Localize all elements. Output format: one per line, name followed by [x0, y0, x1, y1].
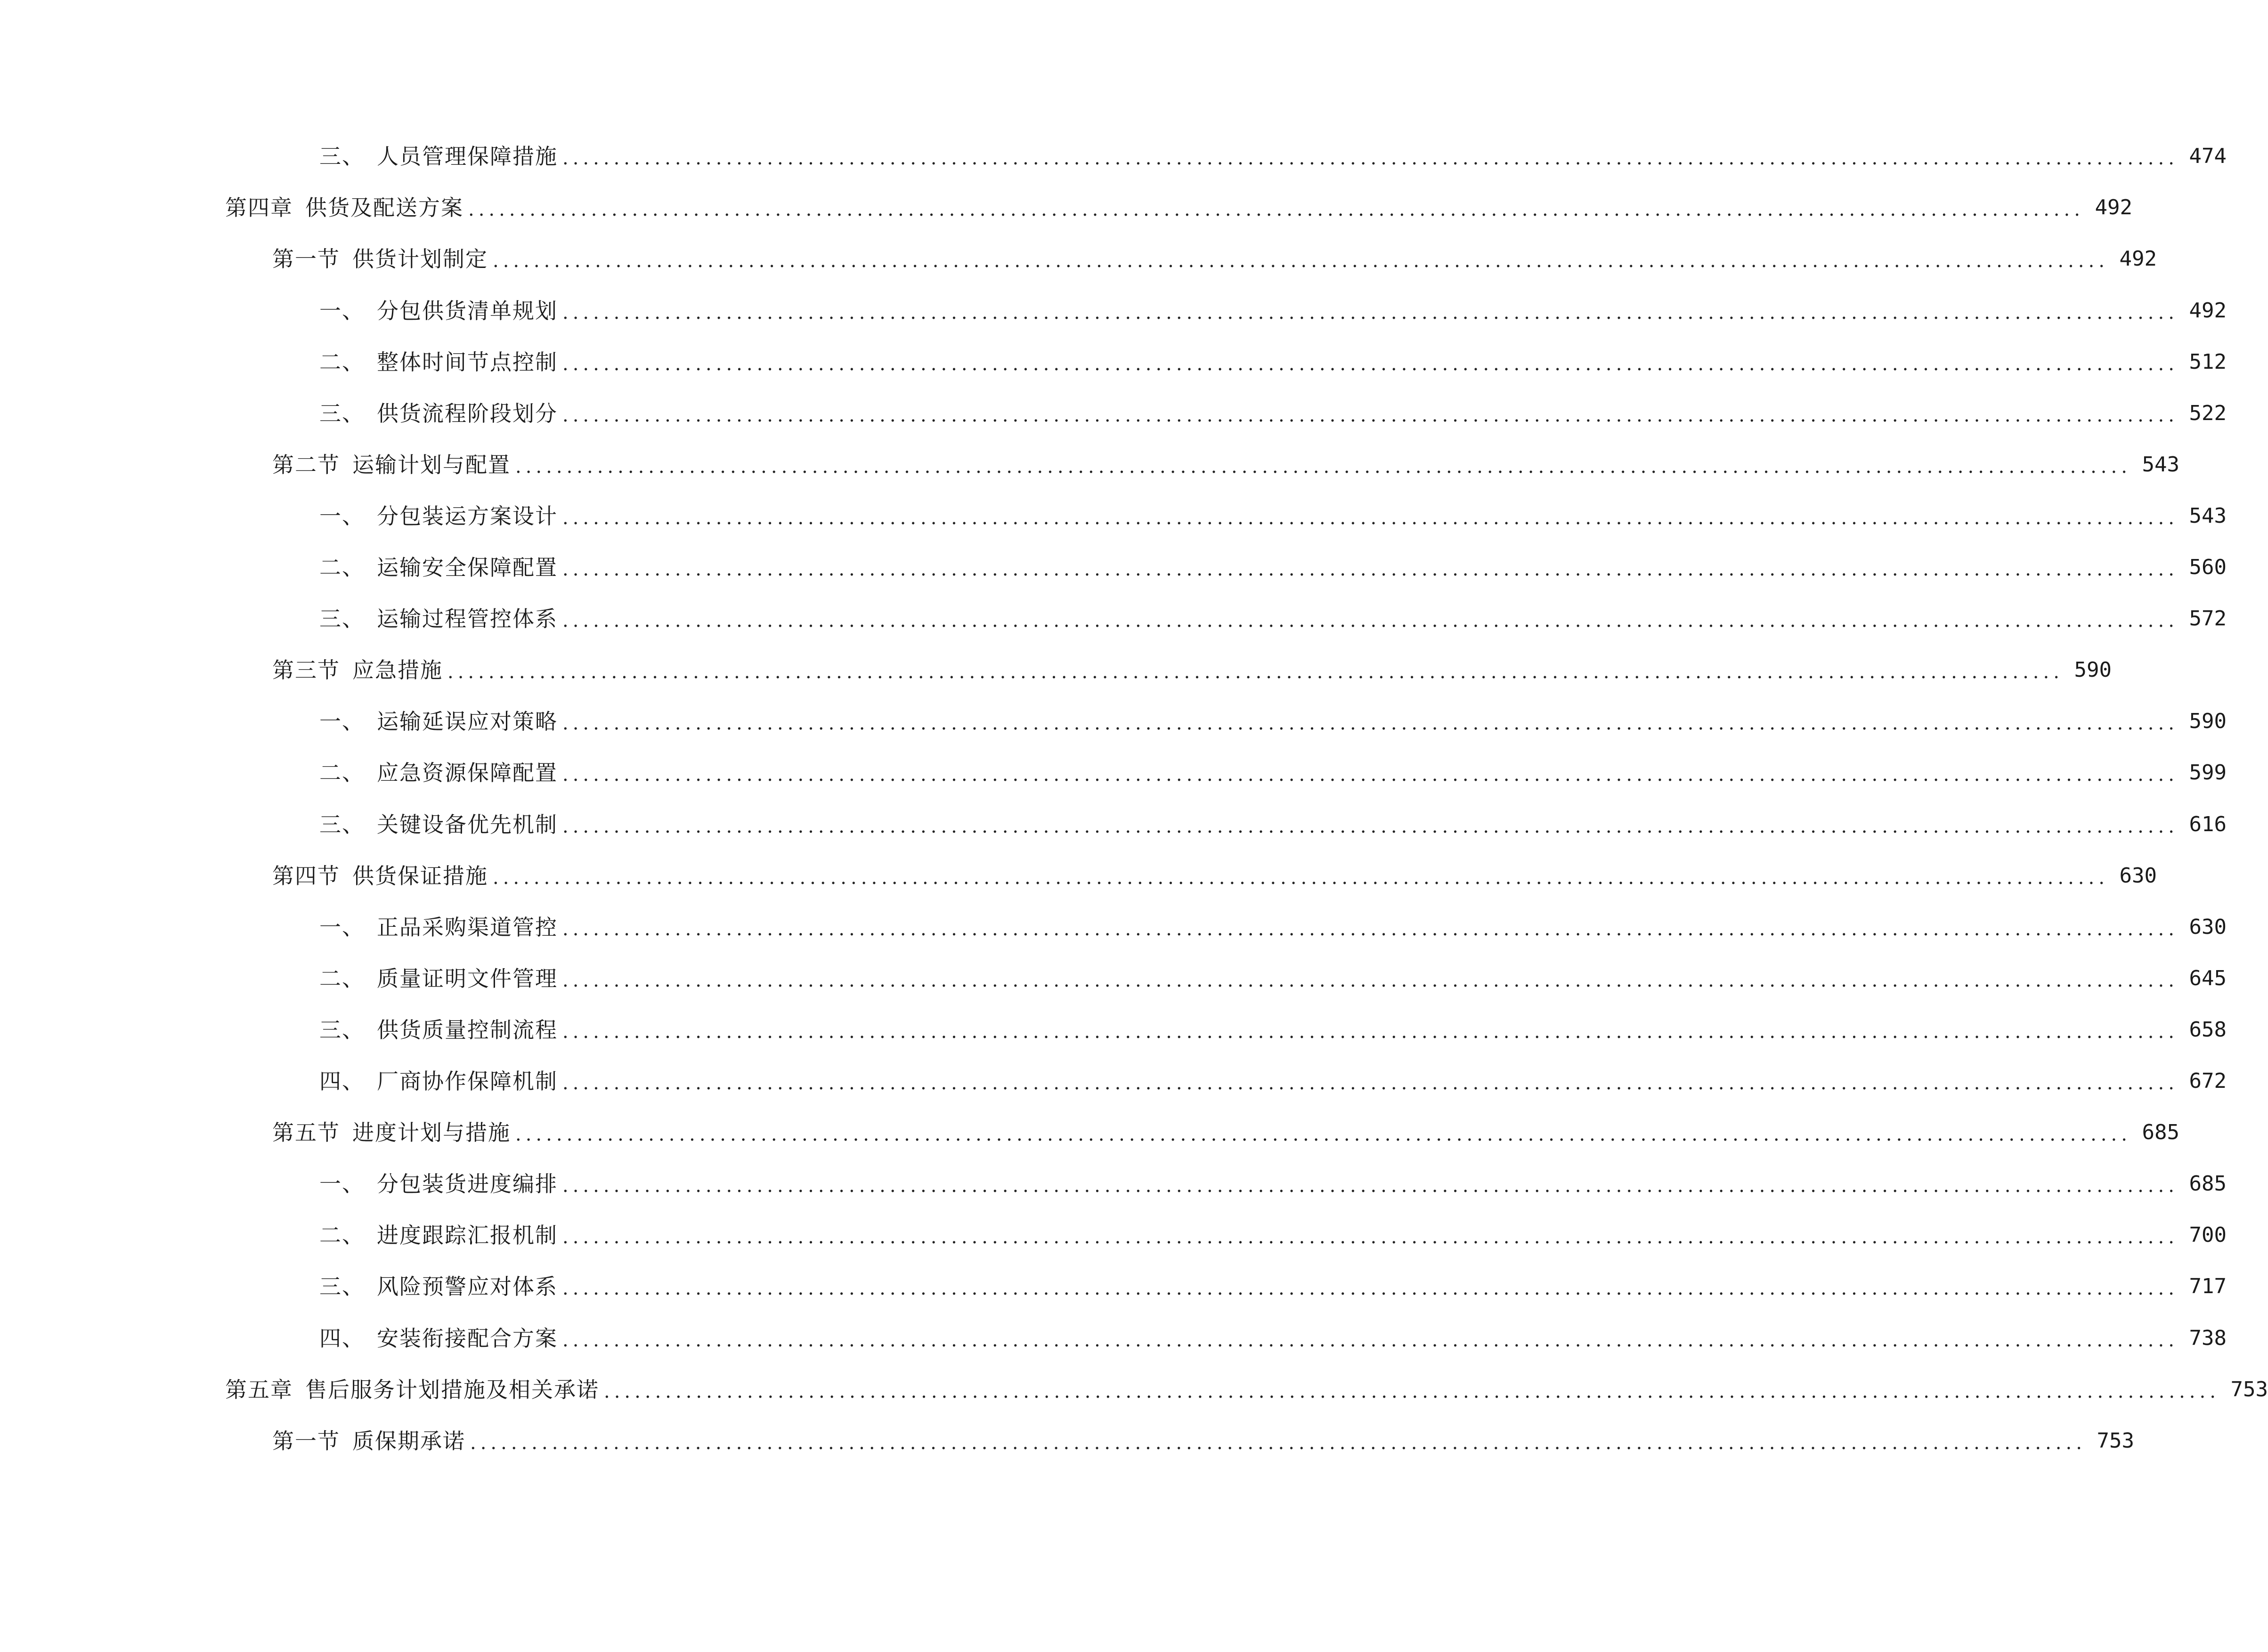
toc-dot-leader: .............................................................................................................................................................. [562, 1072, 2179, 1094]
toc-entry-number: 第五章 [225, 1377, 293, 1402]
toc-entry-title: 应急措施 [352, 657, 443, 683]
toc-dot-leader: .............................................................................................................................................................. [515, 1124, 2131, 1145]
toc-entry[interactable] [0, 497, 2227, 535]
toc-page-number: 645 [2189, 966, 2227, 990]
toc-page-number: 522 [2189, 401, 2227, 425]
toc-entry[interactable] [0, 343, 2227, 381]
toc-entry[interactable] [0, 1165, 2227, 1203]
toc-dot-leader: .............................................................................................................................................................. [468, 199, 2084, 220]
toc-entry[interactable] [0, 1114, 2179, 1151]
toc-page-number: 590 [2074, 658, 2112, 682]
toc-entry[interactable] [0, 857, 2157, 895]
toc-page-number: 630 [2119, 864, 2157, 888]
toc-entry-number: 三、 [319, 1017, 365, 1043]
toc-page-number: 753 [2097, 1429, 2134, 1453]
toc-entry-number: 第四章 [225, 195, 293, 220]
toc-page-number: 630 [2189, 915, 2227, 939]
toc-entry-number: 一、 [319, 298, 365, 324]
toc-entry[interactable] [0, 1422, 2134, 1460]
toc-entry[interactable] [0, 395, 2227, 432]
toc-page-number: 474 [2189, 144, 2227, 168]
toc-dot-leader: .............................................................................................................................................................. [562, 1175, 2179, 1197]
toc-entry-title: 分包供货清单规划 [377, 298, 558, 324]
toc-entry-number: 四、 [319, 1069, 365, 1094]
toc-entry-number: 二、 [319, 760, 365, 786]
toc-entry-title: 风险预警应对体系 [377, 1274, 558, 1299]
toc-entry-number: 三、 [319, 812, 365, 837]
toc-page-number: 543 [2142, 453, 2179, 477]
toc-entry-number: 一、 [319, 709, 365, 734]
toc-entry-title: 应急资源保障配置 [377, 760, 558, 786]
toc-dot-leader: .............................................................................................................................................................. [562, 1226, 2179, 1248]
toc-page-number: 560 [2189, 555, 2227, 579]
toc-dot-leader: .............................................................................................................................................................. [562, 970, 2179, 991]
toc-dot-leader: .............................................................................................................................................................. [562, 764, 2179, 786]
toc-entry[interactable] [0, 240, 2157, 278]
toc-page-number: 658 [2189, 1018, 2227, 1042]
toc-page-number: 753 [2230, 1377, 2268, 1401]
toc-entry[interactable] [0, 1216, 2227, 1254]
toc-entry-title: 关键设备优先机制 [377, 812, 558, 837]
toc-entry-title: 人员管理保障措施 [377, 144, 558, 169]
toc-page-number: 616 [2189, 812, 2227, 836]
toc-page-number: 717 [2189, 1274, 2227, 1298]
toc-entry-title: 运输延误应对策略 [377, 709, 558, 734]
toc-entry-number: 三、 [319, 144, 365, 169]
toc-entry-title: 分包装货进度编排 [377, 1171, 558, 1197]
toc-entry-number: 二、 [319, 966, 365, 991]
toc-dot-leader: .............................................................................................................................................................. [515, 456, 2131, 478]
toc-dot-leader: .............................................................................................................................................................. [470, 1432, 2086, 1454]
toc-page-number: 738 [2189, 1326, 2227, 1350]
toc-entry-number: 一、 [319, 915, 365, 940]
toc-entry[interactable] [0, 1371, 2268, 1409]
toc-entry[interactable] [0, 1062, 2227, 1100]
toc-entry[interactable] [0, 549, 2227, 586]
toc-dot-leader: .............................................................................................................................................................. [562, 816, 2179, 837]
toc-dot-leader: .............................................................................................................................................................. [493, 250, 2109, 272]
toc-dot-leader: .............................................................................................................................................................. [562, 918, 2179, 940]
toc-entry[interactable] [0, 1268, 2227, 1305]
toc-entry[interactable] [0, 960, 2227, 997]
toc-dot-leader: .............................................................................................................................................................. [562, 507, 2179, 529]
toc-entry-title: 运输过程管控体系 [377, 606, 558, 632]
toc-page-number: 512 [2189, 350, 2227, 374]
toc-dot-leader: .............................................................................................................................................................. [562, 1329, 2179, 1351]
toc-entry[interactable] [0, 1320, 2227, 1357]
toc-dot-leader: .............................................................................................................................................................. [493, 867, 2109, 889]
toc-dot-leader: .............................................................................................................................................................. [562, 713, 2179, 734]
toc-entry-title: 进度跟踪汇报机制 [377, 1223, 558, 1248]
toc-page-number: 685 [2189, 1172, 2227, 1196]
toc-entry-title: 安装衔接配合方案 [377, 1326, 558, 1351]
toc-entry-title: 供货保证措施 [352, 863, 488, 889]
toc-entry-number: 二、 [319, 1223, 365, 1248]
toc-entry-number: 三、 [319, 401, 365, 426]
toc-entry-number: 三、 [319, 1274, 365, 1299]
toc-dot-leader: .............................................................................................................................................................. [562, 1278, 2179, 1299]
toc-dot-leader: .............................................................................................................................................................. [562, 302, 2179, 324]
toc-page-number: 543 [2189, 504, 2227, 528]
toc-page-number: 700 [2189, 1223, 2227, 1247]
toc-entry[interactable] [0, 754, 2227, 792]
toc-entry-title: 质量证明文件管理 [377, 966, 558, 991]
toc-dot-leader: .............................................................................................................................................................. [562, 353, 2179, 375]
toc-entry-title: 进度计划与措施 [352, 1120, 511, 1145]
toc-entry-number: 第一节 [272, 1428, 340, 1454]
toc-entry-number: 第四节 [272, 863, 340, 889]
toc-entry-title: 售后服务计划措施及相关承诺 [305, 1377, 599, 1402]
toc-entry-title: 厂商协作保障机制 [377, 1069, 558, 1094]
toc-entry-title: 供货计划制定 [352, 246, 488, 272]
toc-entry-title: 供货及配送方案 [305, 195, 463, 220]
toc-entry[interactable] [0, 138, 2227, 175]
toc-dot-leader: .............................................................................................................................................................. [604, 1381, 2220, 1402]
toc-entry[interactable] [0, 651, 2112, 689]
toc-entry-number: 四、 [319, 1326, 365, 1351]
toc-page-number: 492 [2095, 195, 2132, 219]
toc-entry-number: 二、 [319, 349, 365, 375]
toc-dot-leader: .............................................................................................................................................................. [562, 405, 2179, 426]
toc-page-number: 672 [2189, 1069, 2227, 1093]
toc-page-number: 572 [2189, 607, 2227, 631]
toc-entry-number: 第五节 [272, 1120, 340, 1145]
toc-entry-number: 三、 [319, 606, 365, 632]
toc-dot-leader: .............................................................................................................................................................. [562, 610, 2179, 632]
toc-page-number: 492 [2189, 299, 2227, 323]
toc-entry-title: 质保期承诺 [352, 1428, 465, 1454]
toc-entry-title: 供货质量控制流程 [377, 1017, 558, 1043]
toc-entry-number: 第一节 [272, 246, 340, 272]
toc-entry-title: 供货流程阶段划分 [377, 401, 558, 426]
toc-dot-leader: .............................................................................................................................................................. [562, 559, 2179, 580]
toc-entry[interactable] [0, 446, 2179, 484]
toc-entry[interactable] [0, 908, 2227, 946]
toc-page-number: 590 [2189, 709, 2227, 733]
toc-entry-title: 运输计划与配置 [352, 452, 511, 478]
toc-page-number: 599 [2189, 761, 2227, 785]
toc-entry-title: 运输安全保障配置 [377, 555, 558, 580]
toc-entry-number: 第三节 [272, 657, 340, 683]
toc-entry[interactable] [0, 189, 2132, 227]
toc-entry-title: 分包装运方案设计 [377, 503, 558, 529]
toc-entry-number: 二、 [319, 555, 365, 580]
toc-entry-number: 一、 [319, 503, 365, 529]
toc-entry-number: 一、 [319, 1171, 365, 1197]
toc-entry-title: 整体时间节点控制 [377, 349, 558, 375]
toc-entry[interactable] [0, 292, 2227, 330]
toc-page-number: 685 [2142, 1120, 2179, 1144]
toc-page-number: 492 [2119, 247, 2157, 271]
toc-entry-title: 正品采购渠道管控 [377, 915, 558, 940]
toc-dot-leader: .............................................................................................................................................................. [562, 1021, 2179, 1043]
toc-entry[interactable] [0, 1011, 2227, 1049]
toc-entry[interactable] [0, 806, 2227, 843]
toc-entry[interactable] [0, 600, 2227, 638]
toc-dot-leader: .............................................................................................................................................................. [447, 661, 2064, 683]
toc-entry[interactable] [0, 703, 2227, 740]
toc-entry-number: 第二节 [272, 452, 340, 478]
toc-dot-leader: .............................................................................................................................................................. [562, 147, 2179, 169]
